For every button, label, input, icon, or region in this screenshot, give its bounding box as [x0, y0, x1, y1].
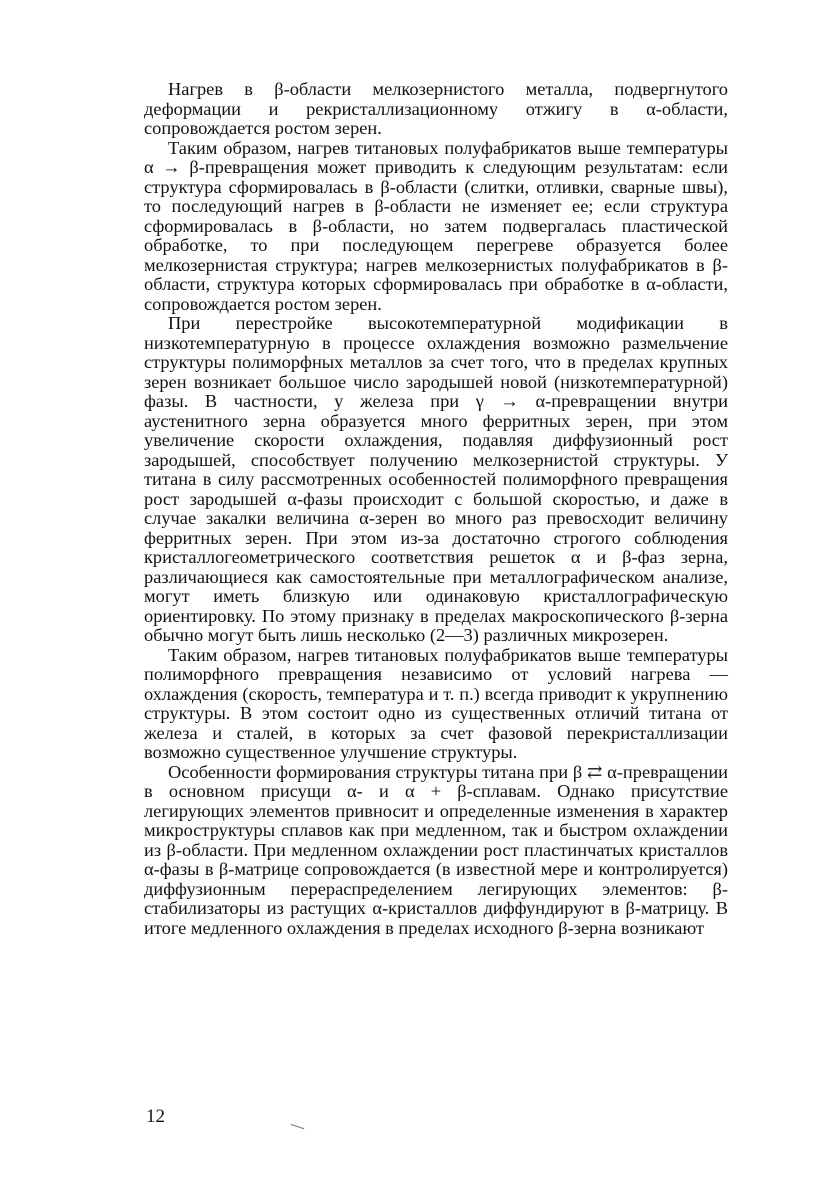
- paragraph-3: При перестройке высокотемпературной модификации в низкотемпературную в процессе охлаждения возможно размельчение структуры полиморфных металлов за счет того, что в пределах крупных зерен возникает большое число зародышей новой (низкотемпературной) фазы. В частности, у железа при γ → α-превращении внутри аустенитного зерна образуется много ферритных зерен, при этом увеличение скорости охлаждения, подавляя диффузионный рост зародышей, способствует получению мелкозернистой структуры. У титана в силу рассмотренных особенностей полиморфного превращения рост зародышей α-фазы происходит с большой скоростью, и даже в случае закалки величина α-зерен во много раз превосходит величину ферритных зерен. При этом из-за достаточно строгого соблюдения кристаллогеометрического соответствия решеток α и β-фаз зерна, различающиеся как самостоятельные при металлографическом анализе, могут иметь близкую или одинаковую кристаллографическую ориентировку. По этому признаку в пределах макроскопического β-зерна обычно могут быть лишь несколько (2—3) различных микрозерен.: [144, 313, 728, 645]
- page-body: [144, 80, 728, 938]
- paragraph-4: Таким образом, нагрев титановых полуфабрикатов выше температуры полиморфного превращения независимо от условий нагрева — охлаждения (скорость, температура и т. п.) всегда приводит к укрупнению структуры. В этом состоит одно из существенных отличий титана от железа и сталей, в которых за счет фазовой перекристаллизации возможно существенное улучшение структуры.: [144, 644, 728, 762]
- paragraph-1: Нагрев в β-области мелкозернистого металла, подвергнутого деформации и рекристаллизационному отжигу в α-области, сопровождается ростом зерен.: [144, 79, 728, 138]
- page-number: 12: [146, 1106, 165, 1127]
- paragraph-2: Таким образом, нагрев титановых полуфабрикатов выше температуры α → β-превращения может приводить к следующим результатам: если структура сформировалась в β-области (слитки, отливки, сварные швы), то последующий нагрев в β-области не изменяет ее; если структура сформировалась в β-области, но затем подвергалась пластической обработке, то при последующем перегреве образуется более мелкозернистая структура; нагрев мелкозернистых полуфабрикатов в β-области, структура которых сформировалась при обработке в α-области, сопровождается ростом зерен.: [144, 137, 728, 314]
- paragraph-5: Особенности формирования структуры титана при β ⇄ α-превращении в основном присущи α- и α + β-сплавам. Однако присутствие легирующих элементов привносит и определенные изменения в характер микроструктуры сплавов как при медленном, так и быстром охлаждении из β-области. При медленном охлаждении рост пластинчатых кристаллов α-фазы в β-матрице сопровождается (в известной мере и контролируется) диффузионным перераспределением легирующих элементов: β-стабилизаторы из растущих α-кристаллов диффундируют в β-матрицу. В итоге медленного охлаждения в пределах исходного β-зерна возникают: [144, 761, 728, 938]
- scan-mark: [290, 1124, 305, 1132]
